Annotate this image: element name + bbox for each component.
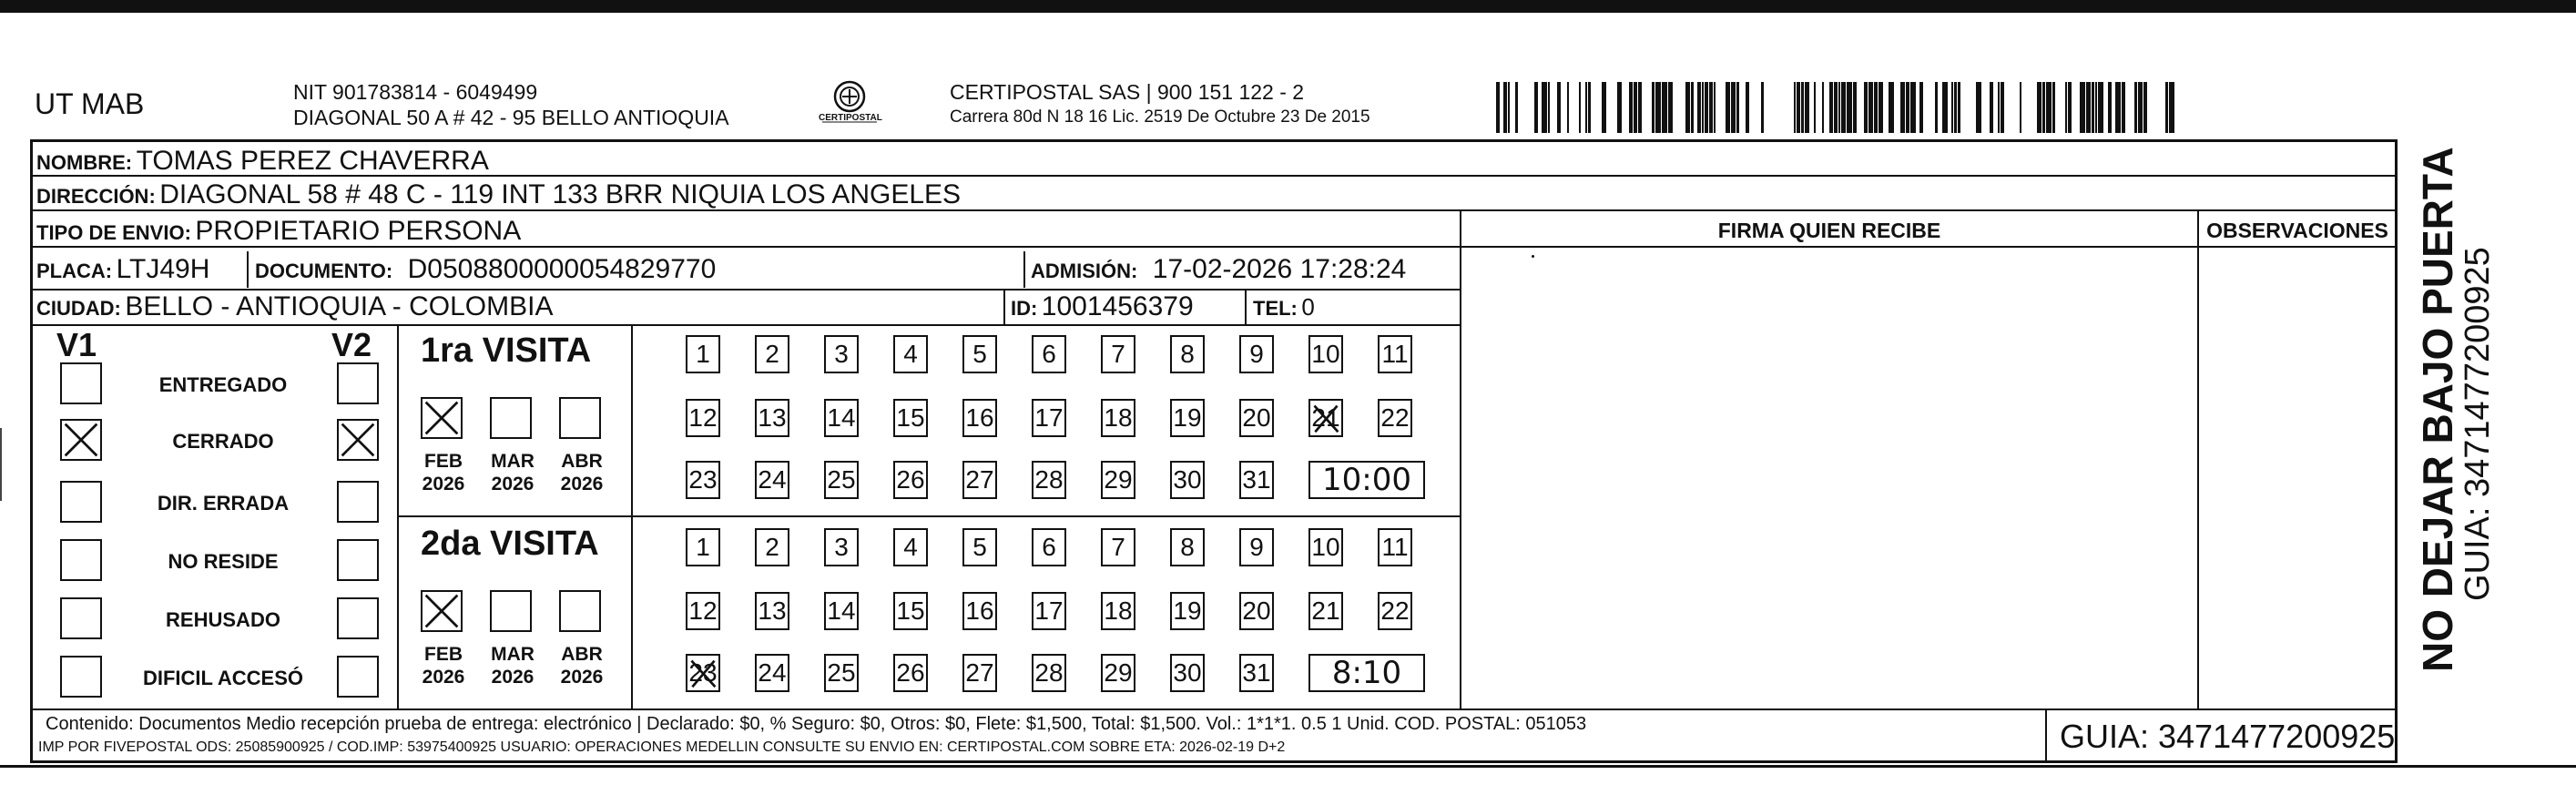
visit-title: 1ra VISITA <box>421 331 592 370</box>
barcode-bar <box>2052 82 2055 133</box>
barcode-bar <box>1998 82 2000 133</box>
row-line <box>32 324 1460 326</box>
barcode-bar <box>1542 82 1547 133</box>
barcode-bar <box>1900 82 1905 133</box>
barcode-bar <box>1814 82 1816 133</box>
barcode-bar <box>2020 82 2021 133</box>
day-box[interactable]: 9 <box>1239 528 1274 566</box>
nombre-label: NOMBRE: <box>36 151 133 174</box>
barcode-bar <box>1853 82 1857 133</box>
placa-row <box>36 254 209 285</box>
barcode-bar <box>2037 82 2041 133</box>
barcode-bar <box>1874 82 1878 133</box>
barcode-bar <box>1685 82 1690 133</box>
barcode <box>1496 82 2179 133</box>
id-value: 1001456379 <box>1041 291 1194 321</box>
day-box[interactable]: 3 <box>824 528 859 566</box>
day-box[interactable]: 19 <box>1170 399 1205 437</box>
day-box[interactable]: 24 <box>755 654 789 692</box>
barcode-bar <box>1731 82 1736 133</box>
v1-checkbox[interactable] <box>60 362 102 404</box>
day-x-mark <box>687 656 718 690</box>
day-box[interactable]: 23 <box>686 461 720 499</box>
imp-text: IMP POR FIVEPOSTAL ODS: 25085900925 / COD.IMP: 53975400925 USUARIO: OPERACIONES MEDELLIN CONSULTE SU ENVIO EN: CERTIPOSTAL.COM SOBRE ETA: 2026-02-19 D+2 <box>38 739 1286 755</box>
barcode-bar <box>2098 82 2103 133</box>
sender-address: DIAGONAL 50 A # 42 - 95 BELLO ANTIOQUIA <box>293 106 729 129</box>
col-line <box>1245 289 1247 324</box>
day-box[interactable]: 8 <box>1170 528 1205 566</box>
tipo-label: TIPO DE ENVIO: <box>36 221 191 244</box>
day-box[interactable]: 18 <box>1101 399 1135 437</box>
barcode-bar <box>1705 82 1708 133</box>
firma-label: FIRMA QUIEN RECIBE <box>1717 219 1941 242</box>
ciudad-value: BELLO - ANTIOQUIA - COLOMBIA <box>125 291 554 321</box>
id-label: ID: <box>1011 297 1038 320</box>
row-line <box>32 709 2398 710</box>
barcode-bar <box>2001 82 2004 133</box>
barcode-bar <box>1579 82 1581 133</box>
day-box[interactable]: 26 <box>893 461 928 499</box>
barcode-bar <box>1797 82 1800 133</box>
day-box[interactable]: 2 <box>755 335 789 373</box>
day-box[interactable]: 20 <box>1239 592 1274 630</box>
company-address: Carrera 80d N 18 16 Lic. 2519 De Octubre 23 De 2015 <box>950 107 1370 127</box>
day-box[interactable]: 4 <box>893 528 928 566</box>
barcode-bar <box>1829 82 1833 133</box>
day-box[interactable]: 16 <box>962 592 997 630</box>
barcode-bar <box>1954 82 1957 133</box>
day-box[interactable]: 28 <box>1032 654 1066 692</box>
day-box[interactable]: 19 <box>1170 592 1205 630</box>
day-box[interactable]: 22 <box>1378 592 1412 630</box>
placa-value: LTJ49H <box>116 254 210 284</box>
barcode-bar <box>2122 82 2125 133</box>
barcode-bar <box>1668 82 1673 133</box>
v2-checkbox[interactable] <box>337 597 379 639</box>
day-box[interactable]: 25 <box>824 461 859 499</box>
v2-checkbox[interactable] <box>337 481 379 523</box>
barcode-bar <box>1548 82 1550 133</box>
row-line <box>1460 246 2398 248</box>
v1-checkbox[interactable] <box>60 481 102 523</box>
id-row <box>1011 291 1194 322</box>
day-box[interactable]: 30 <box>1170 654 1205 692</box>
day-box[interactable]: 30 <box>1170 461 1205 499</box>
month-label <box>550 643 614 688</box>
tipo-value: PROPIETARIO PERSONA <box>195 216 522 246</box>
day-box[interactable]: 12 <box>686 592 720 630</box>
day-box[interactable]: 14 <box>824 592 859 630</box>
v1-checkbox[interactable] <box>60 419 102 461</box>
v1-checkbox[interactable] <box>60 656 102 698</box>
observaciones-label: OBSERVACIONES <box>2206 219 2388 242</box>
month-year: 2026 <box>491 474 535 494</box>
time-box[interactable]: 10:00 <box>1308 461 1425 499</box>
day-box[interactable]: 3 <box>824 335 859 373</box>
barcode-bar <box>2115 82 2121 133</box>
tipo-row <box>36 216 521 247</box>
day-box[interactable]: 7 <box>1101 528 1135 566</box>
admision-value: 17-02-2026 17:28:24 <box>1152 254 1407 284</box>
visit-title: 2da VISITA <box>421 525 599 563</box>
day-box[interactable]: 22 <box>1378 399 1412 437</box>
certipostal-logo <box>813 76 886 129</box>
day-box[interactable]: 14 <box>824 399 859 437</box>
status-label: ENTREGADO <box>158 373 288 396</box>
direccion-label: DIRECCIÓN: <box>36 185 156 208</box>
barcode-bar <box>1906 82 1909 133</box>
month-year: 2026 <box>422 667 465 688</box>
barcode-bar <box>1910 82 1916 133</box>
col-line <box>2045 709 2047 763</box>
month-year: 2026 <box>560 667 604 688</box>
barcode-bar <box>1942 82 1948 133</box>
barcode-bar <box>1726 82 1730 133</box>
col-line <box>1023 251 1025 288</box>
day-box[interactable]: 18 <box>1101 592 1135 630</box>
day-box[interactable]: 9 <box>1239 335 1274 373</box>
day-box[interactable]: 13 <box>755 592 789 630</box>
barcode-bar <box>1588 82 1591 133</box>
barcode-bar <box>2143 82 2147 133</box>
ciudad-row <box>36 291 553 322</box>
v1-checkbox[interactable] <box>60 539 102 581</box>
barcode-bar <box>2165 82 2168 133</box>
v2-checkbox[interactable] <box>337 419 379 461</box>
tel-row <box>1253 293 1315 321</box>
barcode-bar <box>1801 82 1804 133</box>
barcode-bar <box>1990 82 1993 133</box>
day-box[interactable]: 6 <box>1032 335 1066 373</box>
nit-text: NIT 901783814 - 6049499 <box>293 80 538 104</box>
barcode-bar <box>1714 82 1716 133</box>
barcode-bar <box>2095 82 2097 133</box>
barcode-bar <box>1617 82 1622 133</box>
admision-label: ADMISIÓN: <box>1031 260 1138 282</box>
month-name: ABR <box>561 644 603 665</box>
barcode-bar <box>1585 82 1587 133</box>
ink-dot <box>1532 255 1534 258</box>
day-box[interactable]: 27 <box>962 654 997 692</box>
day-box[interactable]: 16 <box>962 399 997 437</box>
time-box[interactable]: 8:10 <box>1308 654 1425 692</box>
barcode-bar <box>1557 82 1561 133</box>
barcode-bar <box>1761 82 1764 133</box>
barcode-bar <box>1567 82 1569 133</box>
col-line <box>2197 209 2199 709</box>
barcode-bar <box>1709 82 1713 133</box>
day-box[interactable]: 24 <box>755 461 789 499</box>
barcode-bar <box>1868 82 1873 133</box>
barcode-bar <box>1958 82 1960 133</box>
month-year: 2026 <box>560 474 604 494</box>
col-line <box>1460 209 1461 709</box>
barcode-bar <box>1976 82 1981 133</box>
barcode-bar <box>1834 82 1838 133</box>
barcode-bar <box>1889 82 1894 133</box>
scan-mark <box>0 428 2 501</box>
nombre-value: TOMAS PEREZ CHAVERRA <box>136 146 489 176</box>
documento-label: DOCUMENTO: <box>255 260 393 282</box>
barcode-bar <box>1841 82 1846 133</box>
barcode-bar <box>1794 82 1796 133</box>
day-box[interactable]: 17 <box>1032 399 1066 437</box>
day-box[interactable]: 12 <box>686 399 720 437</box>
day-x-mark <box>1310 401 1341 435</box>
day-box[interactable]: 31 <box>1239 461 1274 499</box>
month-checkbox[interactable] <box>421 397 463 439</box>
barcode-bar <box>2042 82 2045 133</box>
month-name: MAR <box>491 644 535 665</box>
col-line <box>247 251 249 288</box>
tel-value: 0 <box>1301 293 1315 321</box>
barcode-bar <box>2086 82 2091 133</box>
guia-footer: GUIA: 3471477200925 <box>2060 718 2396 755</box>
barcode-bar <box>1602 82 1606 133</box>
barcode-bar <box>1496 82 1500 133</box>
day-box[interactable]: 8 <box>1170 335 1205 373</box>
day-box[interactable]: 10 <box>1308 528 1343 566</box>
barcode-bar <box>1864 82 1868 133</box>
barcode-bar <box>2065 82 2067 133</box>
barcode-bar <box>2046 82 2052 133</box>
contenido-text: Contenido: Documentos Medio recepción prueba de entrega: electrónico | Declarado: $0, % Seguro: $0, Otros: $0, Flete: $1,500, Total: $1,500. Vol.: 1*1*1. 0.5 1 Unid. COD. POSTAL: 051053 <box>46 714 1587 734</box>
barcode-bar <box>1805 82 1809 133</box>
barcode-bar <box>1847 82 1852 133</box>
direccion-value: DIAGONAL 58 # 48 C - 119 INT 133 BRR NIQUIA LOS ANGELES <box>159 179 962 209</box>
logo-text: CERTIPOSTAL <box>819 113 882 123</box>
day-box[interactable]: 15 <box>893 592 928 630</box>
scan-top-edge <box>0 0 2576 13</box>
barcode-bar <box>1508 82 1510 133</box>
tel-label: TEL: <box>1253 297 1298 320</box>
day-box[interactable]: 21 <box>1308 592 1343 630</box>
barcode-bar <box>1746 82 1749 133</box>
v2-checkbox[interactable] <box>337 362 379 404</box>
ciudad-label: CIUDAD: <box>36 297 121 320</box>
day-box[interactable]: 11 <box>1378 335 1412 373</box>
month-name: FEB <box>424 644 463 665</box>
day-box[interactable]: 2 <box>755 528 789 566</box>
barcode-bar <box>2169 82 2174 133</box>
direccion-row <box>36 179 961 210</box>
barcode-bar <box>1919 82 1923 133</box>
day-box[interactable]: 28 <box>1032 461 1066 499</box>
day-box[interactable]: 5 <box>962 528 997 566</box>
day-box[interactable]: 4 <box>893 335 928 373</box>
guia-side: GUIA: 3471477200925 <box>2459 247 2497 601</box>
day-box[interactable]: 29 <box>1101 654 1135 692</box>
barcode-bar <box>1697 82 1701 133</box>
status-label: DIFICIL ACCESÓ <box>142 667 303 689</box>
barcode-bar <box>1691 82 1694 133</box>
day-box[interactable]: 5 <box>962 335 997 373</box>
day-box[interactable]: 21 <box>1308 399 1343 437</box>
day-box[interactable]: 27 <box>962 461 997 499</box>
month-label <box>412 450 475 495</box>
scan-bottom-edge <box>0 765 2576 785</box>
barcode-bar <box>1638 82 1642 133</box>
day-box[interactable]: 29 <box>1101 461 1135 499</box>
barcode-bar <box>2138 82 2143 133</box>
barcode-bar <box>1935 82 1938 133</box>
placa-label: PLACA: <box>36 260 113 282</box>
month-year: 2026 <box>491 667 535 688</box>
status-label: CERRADO <box>172 430 274 453</box>
day-box[interactable]: 17 <box>1032 592 1066 630</box>
day-box[interactable]: 1 <box>686 335 720 373</box>
row-line <box>397 515 1460 517</box>
month-checkbox[interactable] <box>559 397 601 439</box>
nombre-row <box>36 146 489 177</box>
status-label: REHUSADO <box>166 608 280 631</box>
day-box[interactable]: 26 <box>893 654 928 692</box>
barcode-bar <box>1736 82 1739 133</box>
day-box[interactable]: 11 <box>1378 528 1412 566</box>
barcode-bar <box>1879 82 1883 133</box>
barcode-bar <box>2092 82 2094 133</box>
month-name: ABR <box>561 451 603 472</box>
day-box[interactable]: 15 <box>893 399 928 437</box>
v1-checkbox[interactable] <box>60 597 102 639</box>
month-name: MAR <box>491 451 535 472</box>
barcode-bar <box>2068 82 2072 133</box>
day-box[interactable]: 25 <box>824 654 859 692</box>
day-box[interactable]: 7 <box>1101 335 1135 373</box>
barcode-bar <box>1634 82 1637 133</box>
unit-label: UT MAB <box>35 87 145 120</box>
admision-row <box>1031 254 1406 285</box>
barcode-bar <box>2134 82 2137 133</box>
day-box[interactable]: 13 <box>755 399 789 437</box>
barcode-bar <box>1655 82 1661 133</box>
v2-label: V2 <box>331 326 372 363</box>
status-label: NO RESIDE <box>168 550 279 573</box>
month-label <box>412 643 475 688</box>
day-box[interactable]: 10 <box>1308 335 1343 373</box>
month-year: 2026 <box>422 474 465 494</box>
month-label <box>550 450 614 495</box>
col-line <box>1003 289 1005 324</box>
documento-value: D0508800000054829770 <box>407 254 717 284</box>
month-checkbox[interactable] <box>490 590 532 632</box>
day-box[interactable]: 6 <box>1032 528 1066 566</box>
month-checkbox[interactable] <box>559 590 601 632</box>
month-checkbox[interactable] <box>490 397 532 439</box>
month-label <box>481 450 545 495</box>
month-checkbox[interactable] <box>421 590 463 632</box>
barcode-bar <box>1534 82 1538 133</box>
month-label <box>481 643 545 688</box>
barcode-bar <box>1951 82 1953 133</box>
barcode-bar <box>2080 82 2085 133</box>
company-name: CERTIPOSTAL SAS | 900 151 122 - 2 <box>950 80 1305 104</box>
status-label: DIR. ERRADA <box>157 492 290 515</box>
barcode-bar <box>2108 82 2112 133</box>
barcode-bar <box>1652 82 1655 133</box>
day-box[interactable]: 31 <box>1239 654 1274 692</box>
day-box[interactable]: 20 <box>1239 399 1274 437</box>
barcode-bar <box>1702 82 1704 133</box>
v2-checkbox[interactable] <box>337 656 379 698</box>
day-box[interactable]: 1 <box>686 528 720 566</box>
barcode-bar <box>1838 82 1840 133</box>
no-dejar-warning: NO DEJAR BAJO PUERTA <box>2414 147 2461 672</box>
documento-row <box>255 254 716 285</box>
barcode-bar <box>1662 82 1667 133</box>
v1-label: V1 <box>56 326 97 363</box>
barcode-bar <box>1515 82 1518 133</box>
day-box[interactable]: 23 <box>686 654 720 692</box>
barcode-bar <box>1822 82 1824 133</box>
barcode-bar <box>1629 82 1633 133</box>
month-name: FEB <box>424 451 463 472</box>
v2-checkbox[interactable] <box>337 539 379 581</box>
barcode-bar <box>1503 82 1507 133</box>
